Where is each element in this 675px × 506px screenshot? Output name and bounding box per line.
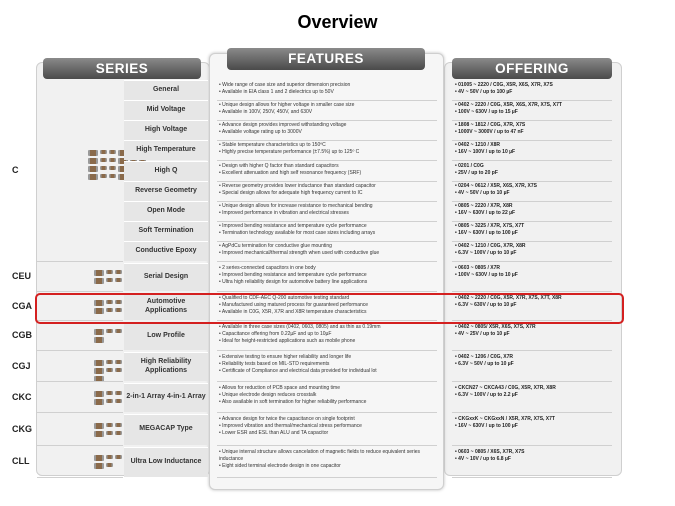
capacitor-chip [115,278,122,282]
offering-item: • 1808 ~ 1812 / C0G, X7R, X7S [455,122,526,128]
offering-item: • 0402 ~ 1210 / C0G, X7R, X8R [455,243,526,249]
feature-item: • Allows for reduction of PCB space and mounting time [219,385,340,391]
capacitor-chip [88,174,98,180]
offering-item: • 0805 ~ 3225 / X7R, X7S, X7T [455,223,525,229]
offering-list [455,243,615,257]
capacitor-chip [106,270,113,274]
feature-item: • Extensive testing to ensure higher reliability and longer life [219,354,352,360]
capacitor-chip [106,368,113,372]
feature-list [219,102,439,116]
feature-list [219,163,439,177]
offering-list [455,416,615,430]
feature-item: • Special design allows for adequate high frequency current to IC [219,190,363,196]
offering-item: • 100V ~ 630V / up to 10 µF [455,272,518,278]
feature-item: • Highly precise temperature performance (±7.5%) up to 125º C [219,149,360,155]
row-divider [217,291,437,292]
capacitor-chip [106,455,113,459]
feature-item: • Qualified to CDF-AEC Q-200 automotive testing standard [219,295,350,301]
capacitor-chip [94,455,104,461]
offering-item: • 16V ~ 100V / up to 10 µF [455,149,516,155]
capacitor-chip [88,166,98,172]
feature-item: • Unique design allows for increase resistance to mechanical bending [219,203,373,209]
capacitor-chip [100,158,107,162]
feature-item: • Available in three case sizes (0402, 0603, 0805) and as thin as 0.19mm [219,324,381,330]
row-divider [452,381,612,382]
offering-list [455,385,615,399]
feature-list [219,324,439,345]
row-divider [217,181,437,182]
offering-item: • 6.3V ~ 100V / up to 2.2 µF [455,392,518,398]
group-divider [37,445,123,446]
offering-item: • 16V ~ 630V / up to 100 µF [455,423,518,429]
feature-item: • Advance design for twice the capacitance on single footprint [219,416,355,422]
product-name: MEGACAP Type [139,425,193,433]
row-divider [217,477,437,478]
feature-item: • Excellent attenuation and high self resonance frequency (SRF) [219,170,362,176]
capacitor-chip [94,463,104,469]
series-code: CEU [12,271,32,281]
group-divider [37,412,123,413]
row-divider [217,350,437,351]
series-code: CLL [12,456,30,466]
row-divider [217,261,437,262]
feature-list [219,385,439,406]
feature-item: • Eight sided terminal electrode design in one capacitor [219,463,341,469]
offering-item: • 0603 ~ 0805 / X7R [455,265,500,271]
capacitor-chip [106,391,113,395]
row-divider [217,201,437,202]
feature-item: • AgPdCu termination for conductive glue mounting [219,243,332,249]
feature-list [219,223,439,237]
product-name: Ultra Low Inductance [130,457,202,465]
capacitor-chip [115,431,122,435]
product-name: High Reliability Applications [140,357,192,374]
row-divider [452,201,612,202]
feature-item: • Available voltage rating up to 3000V [219,129,302,135]
product-name: High Voltage [144,125,188,133]
offering-list [455,449,615,463]
feature-item: • Stable temperature characteristics up to 150ºC [219,142,326,148]
capacitor-chip [94,391,104,397]
feature-list [219,243,439,257]
feature-item: • 2 series-connected capacitors in one body [219,265,316,271]
offering-item: • 0402 ~ 2220 / C0G, X5R, X7R, X7S, X7T, X8R [455,295,562,301]
product-name: Automotive Applications [144,297,187,314]
offering-item: • 6.3V ~ 630V / up to 10 µF [455,302,517,308]
feature-item: • Improved bending resistance and temperature cycle performance [219,223,367,229]
row-divider [217,140,437,141]
capacitor-chip [106,423,113,427]
capacitor-chip [100,150,107,154]
offering-item: • 6.3V ~ 50V / up to 10 µF [455,361,514,367]
offering-list [455,102,615,116]
row-divider [217,160,437,161]
series-code: CGJ [12,360,31,371]
capacitor-chip [94,423,104,429]
capacitor-chip [109,158,116,162]
group-divider [37,261,123,262]
offering-list [455,142,615,156]
feature-item: • Termination technology available for most case sizes including arrays [219,230,376,236]
feature-list [219,82,439,96]
offering-list [455,354,615,368]
row-divider [452,160,612,161]
capacitor-chip [94,431,104,437]
product-name: 2-in-1 Array 4-in-1 Array [126,393,206,401]
offering-list [455,163,615,177]
feature-list [219,183,439,197]
offering-item: • CKGxxK ~ CKGxxN / X5R, X7R, X7S, X7T [455,416,555,422]
feature-item: • Available in EIA class 1 and 2 dielectrics up to 50V [219,89,334,95]
capacitor-chip [100,174,107,178]
row-divider [452,445,612,446]
feature-item: • Also available in soft termination for higher reliability performance [219,399,367,405]
row-divider [452,100,612,101]
capacitor-chip [106,329,113,333]
offering-item: • 16V ~ 630V / up to 100 µF [455,230,518,236]
series-header: SERIES [43,58,201,79]
offering-list [455,82,615,96]
feature-item: • Unique internal structure allows cancelation of magnetic fields to reduce equivalent series inductance [219,449,421,462]
row-divider [452,477,612,478]
feature-list [219,142,439,156]
feature-item: • Certificate of Compliance and electrical data provided for individual lot [219,368,377,374]
feature-item: • Manufactured using matured process for guaranteed performance [219,302,369,308]
feature-list [219,122,439,136]
feature-list [219,449,439,470]
row-divider [452,350,612,351]
capacitor-chip [115,391,122,395]
features-header: FEATURES [227,48,425,70]
capacitor-chip [94,399,104,405]
offering-item: • 4V ~ 25V / up to 10 µF [455,331,510,337]
offering-list [455,203,615,217]
offering-header: OFFERING [452,58,612,79]
feature-list [219,354,439,375]
group-divider [37,291,123,292]
feature-list [219,265,439,286]
offering-item: • 0402 ~ 1210 / X8R [455,142,500,148]
feature-item: • Reverse geometry provides lower inductance than standard capacitor [219,183,376,189]
row-divider [217,241,437,242]
offering-list [455,265,615,279]
offering-item: • 6.3V ~ 100V / up to 10 µF [455,250,517,256]
capacitor-chip [94,278,104,284]
product-name: Conductive Epoxy [135,246,197,254]
offering-item: • 0603 ~ 0805 / X6S, X7R, X7S [455,449,525,455]
row-divider [217,221,437,222]
capacitor-chip [106,360,113,364]
series-code: C [12,164,19,175]
feature-item: • Improved bending resistance and temperature cycle performance [219,272,367,278]
product-name: Serial Design [143,272,189,280]
offering-list [455,122,615,136]
capacitor-chip [115,455,122,459]
feature-item: • Available in C0G, X5R, X7R and X8R temperature characteristics [219,309,367,315]
capacitor-chip [94,337,104,343]
product-name: Reverse Geometry [135,186,197,194]
feature-item: • Reliability tests based on MIL-STD requirements [219,361,330,367]
row-divider [452,221,612,222]
group-divider [37,350,123,351]
feature-item: • Available in 100V, 250V, 450V, and 630V [219,109,313,115]
row-divider [452,241,612,242]
group-divider [37,477,123,478]
capacitor-chip [109,166,116,170]
capacitor-chip [106,278,113,282]
row-divider [217,412,437,413]
offering-item: • 0204 ~ 0612 / X5R, X6S, X7R, X7S [455,183,537,189]
capacitor-chip [115,329,122,333]
feature-list [219,416,439,437]
offering-item: • 4V ~ 50V / up to 100 µF [455,89,513,95]
offering-item: • 4V ~ 10V / up to 6.8 µF [455,456,511,462]
row-divider [217,100,437,101]
offering-item: • 0805 ~ 2220 / X7R, X8R [455,203,513,209]
product-name: High Temperature [136,145,196,153]
capacitor-chip [88,158,98,164]
offering-item: • 4V ~ 50V / up to 10 µF [455,190,510,196]
product-name: Low Profile [147,331,185,339]
row-divider [452,261,612,262]
offering-item: • 1000V ~ 3000V / up to 47 nF [455,129,524,135]
capacitor-chip [106,463,113,467]
capacitor-chip [94,329,104,335]
capacitor-chip [115,399,122,403]
feature-item: • Advance design provides improved withstanding voltage [219,122,347,128]
feature-item: • Improved mechanical/thermal strength when used with conductive glue [219,250,380,256]
feature-item: • Design with higher Q factor than standard capacitors [219,163,339,169]
offering-item: • CKCN27 ~ CKCA43 / C0G, X5R, X7R, X8R [455,385,556,391]
product-name: Soft Termination [138,226,194,234]
capacitor-chip [115,360,122,364]
offering-item: • 0402 ~ 1206 / C0G, X7R [455,354,514,360]
capacitor-chip [94,270,104,276]
feature-item: • Wide range of case size and superior dimension precision [219,82,351,88]
offering-item: • 100V ~ 630V / up to 15 µF [455,109,518,115]
row-divider [452,140,612,141]
capacitor-chip [115,270,122,274]
product-name: Mid Voltage [146,105,186,113]
capacitor-chip [106,431,113,435]
capacitor-chip [94,360,104,366]
page-title: Overview [297,12,378,32]
series-code: CGA [12,300,32,311]
product-name: High Q [154,166,178,174]
series-code: CKG [12,423,32,434]
feature-item: • Improved performance in vibration and electrical stresses [219,210,349,216]
offering-list [455,183,615,197]
row-divider [452,120,612,121]
row-divider [217,381,437,382]
offering-list [455,324,615,338]
feature-list [219,203,439,217]
offering-item: • 0402 ~ 0805/ X5R, X6S, X7S, X7R [455,324,536,330]
offering-item: • 0402 ~ 2220 / C0G, X5R, X6S, X7R, X7S, X7T [455,102,562,108]
series-code: CKC [12,391,32,402]
feature-item: • Lower ESR and ESL than ALU and TA capacitor [219,430,329,436]
feature-item: • Ultra high reliability design for automotive battery line applications [219,279,368,285]
group-divider [37,381,123,382]
feature-item: • Improved vibration and thermal/mechanical stress performance [219,423,362,429]
capacitor-chip [100,166,107,170]
feature-item: • Capacitance offering from 0.22µF and up to 10µF [219,331,332,337]
offering-item: • 0201 / C0G [455,163,484,169]
feature-item: • Unique electrode design reduces crosstalk [219,392,317,398]
row-divider [217,445,437,446]
capacitor-chip [109,150,116,154]
capacitor-chip [109,174,116,178]
capacitor-chip [88,150,98,156]
offering-item: • 01005 ~ 2220 / C0G, X5R, X6S, X7R, X7S [455,82,553,88]
row-divider [217,120,437,121]
capacitor-chip [94,368,104,374]
offering-item: • 16V ~ 630V / up to 22 µF [455,210,516,216]
series-code: CGB [12,330,32,340]
row-divider [452,412,612,413]
offering-list [455,223,615,237]
capacitor-chip [106,399,113,403]
highlight-box [35,293,624,324]
product-name: Open Mode [146,206,186,214]
row-divider [452,291,612,292]
product-name: General [152,85,180,93]
offering-item: • 25V / up to 20 pF [455,170,498,176]
feature-item: • Unique design allows for higher voltage in smaller case size [219,102,355,108]
row-divider [452,181,612,182]
capacitor-chip [115,423,122,427]
capacitor-chip [115,368,122,372]
feature-item: • Ideal for height-restricted applications such as mobile phone [219,338,356,344]
